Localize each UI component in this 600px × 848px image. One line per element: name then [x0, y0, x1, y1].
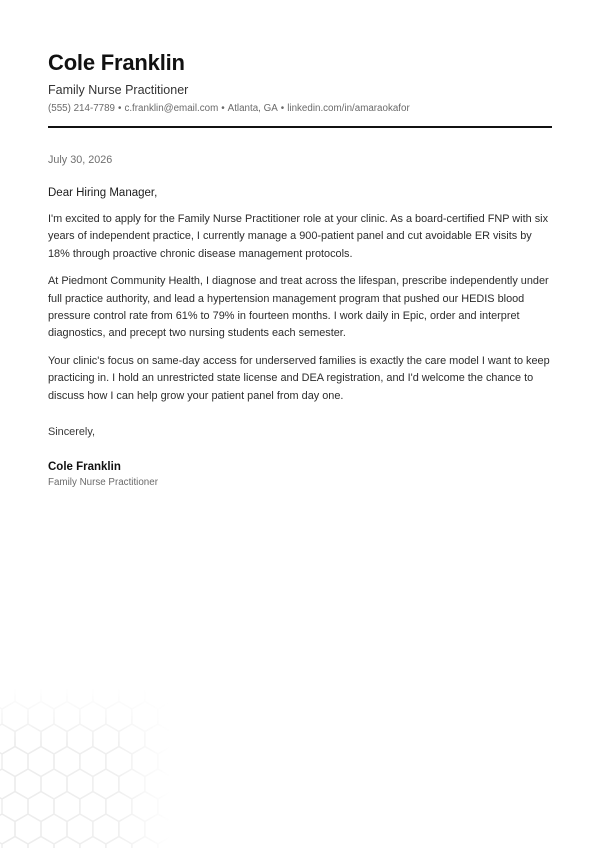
letter-date: July 30, 2026 — [48, 154, 113, 166]
contact-email: c.franklin@email.com — [124, 103, 219, 114]
contact-separator: • — [280, 103, 285, 114]
paragraph-experience: At Piedmont Community Health, I diagnose and treat across the lifespan, prescribe independently under full practice authority, and lead a hypertension management program that pushed our HEDIS blood pressure control rate from 61% to 79% in fourteen months. I work daily in Epic, order and interpret diagnostics, and precept two nursing students each semester. — [48, 275, 549, 340]
header-divider — [48, 126, 552, 128]
paragraph-closing-pitch: Your clinic's focus on same-day access for underserved families is exactly the care model I want to keep practicing in. I hold an unrestricted state license and DEA registration, and I'd welcome the chance to discuss how I can help grow your patient panel from day one. — [48, 354, 550, 402]
applicant-name: Cole Franklin — [48, 50, 185, 75]
paragraph-intro: I'm excited to apply for the Family Nurse Practitioner role at your clinic. As a board-certified FNP with six years of independent practice, I currently manage a 900-patient panel and cut avoidable ER visits by 18% through proactive chronic disease management protocols. — [48, 213, 549, 260]
contact-separator: • — [118, 103, 122, 114]
hexagon-pattern-icon — [0, 688, 170, 848]
closing-phrase: Sincerely, — [48, 426, 96, 439]
letter-body — [48, 50, 552, 489]
signature-name: Cole Franklin — [48, 461, 121, 474]
signature-title: Family Nurse Practitioner — [48, 477, 158, 489]
salutation: Dear Hiring Manager, — [48, 187, 158, 199]
contact-location: Atlanta, GA — [227, 103, 278, 114]
contact-linkedin: linkedin.com/in/amaraokafor — [287, 103, 410, 114]
contact-line — [48, 102, 552, 115]
contact-phone: (555) 214-7789 — [48, 103, 115, 114]
applicant-title: Family Nurse Practitioner — [48, 83, 189, 97]
contact-separator: • — [221, 103, 225, 114]
